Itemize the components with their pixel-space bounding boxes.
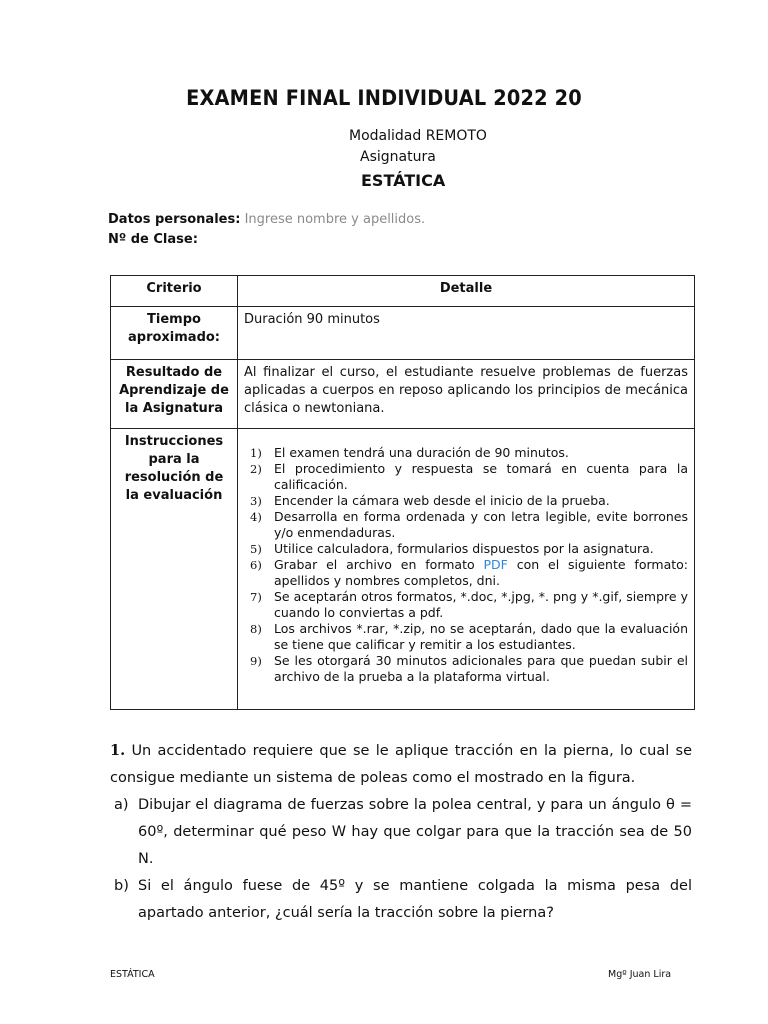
- list-item: 8) Los archivos *.rar, *.zip, no se aceptarán, dado que la evaluación se tiene que calificar y remitir a los estudiantes.: [250, 621, 688, 652]
- detalle-instrucciones: [238, 429, 695, 710]
- table-row: [111, 360, 695, 429]
- detalle-resultado: Al finalizar el curso, el estudiante resuelve problemas de fuerzas aplicadas a cuerpos en reposo aplicando los principios de mecánica clásica o newtoniana.: [238, 360, 695, 429]
- personal-data-label: Datos personales:: [108, 212, 241, 227]
- table-row: [111, 429, 695, 710]
- name-input-placeholder[interactable]: Ingrese nombre y apellidos.: [244, 212, 426, 227]
- instructions-list: [244, 445, 688, 685]
- problem-statement: 1. Un accidentado requiere que se le aplique tracción en la pierna, lo cual se consigue mediante un sistema de poleas como el mostrado en la figura.: [110, 742, 693, 786]
- problem-item-b: b) Si el ángulo fuese de 45º y se mantiene colgada la misma pesa del apartado anterior, ¿cuál sería la tracción sobre la pierna?: [114, 878, 692, 921]
- problem-1: [110, 737, 692, 927]
- asignatura-label: Asignatura: [360, 149, 436, 165]
- table-header-row: [111, 276, 695, 307]
- criteria-table: [110, 275, 695, 710]
- modalidad-label: Modalidad REMOTO: [349, 128, 487, 144]
- list-item: 6) Grabar el archivo en formato PDF con el siguiente formato: apellidos y nombres completos, dni.: [250, 557, 688, 588]
- list-item: 7) Se aceptarán otros formatos, *.doc, *.jpg, *. png y *.gif, siempre y cuando lo conviertas a pdf.: [250, 589, 688, 620]
- criterio-instrucciones: Instrucciones para la resolución de la evaluación: [111, 429, 238, 710]
- list-item: 1) El examen tendrá una duración de 90 minutos.: [250, 445, 569, 460]
- class-number-label: Nº de Clase:: [108, 232, 198, 247]
- list-item: 2) El procedimiento y respuesta se tomará en cuenta para la calificación.: [250, 461, 688, 492]
- list-item: 9) Se les otorgará 30 minutos adicionales para que puedan subir el archivo de la prueba a la plataforma virtual.: [250, 653, 688, 684]
- list-item: 4) Desarrolla en forma ordenada y con letra legible, evite borrones y/o enmendaduras.: [250, 509, 688, 540]
- exam-title: EXAMEN FINAL INDIVIDUAL 2022 20: [186, 86, 582, 110]
- subject-name: ESTÁTICA: [361, 171, 446, 190]
- footer-subject: ESTÁTICA: [110, 969, 155, 980]
- detalle-tiempo: Duración 90 minutos: [238, 307, 695, 360]
- header-criterio: Criterio: [111, 276, 238, 307]
- header-detalle: Detalle: [238, 276, 695, 307]
- pdf-link[interactable]: PDF: [483, 557, 508, 572]
- footer-author: Mgº Juan Lira: [608, 969, 672, 980]
- problem-number: 1.: [110, 742, 126, 759]
- list-item: 3) Encender la cámara web desde el inicio de la prueba.: [250, 493, 610, 508]
- criterio-resultado: Resultado de Aprendizaje de la Asignatura: [111, 360, 238, 429]
- list-item: 5) Utilice calculadora, formularios dispuestos por la asignatura.: [250, 541, 654, 556]
- criterio-tiempo: Tiempo aproximado:: [111, 307, 238, 360]
- personal-data-line: [108, 212, 425, 227]
- table-row: [111, 307, 695, 360]
- problem-item-a: a) Dibujar el diagrama de fuerzas sobre la polea central, y para un ángulo θ = 60º, determinar qué peso W hay que colgar para que la tracción sea de 50 N.: [114, 797, 692, 867]
